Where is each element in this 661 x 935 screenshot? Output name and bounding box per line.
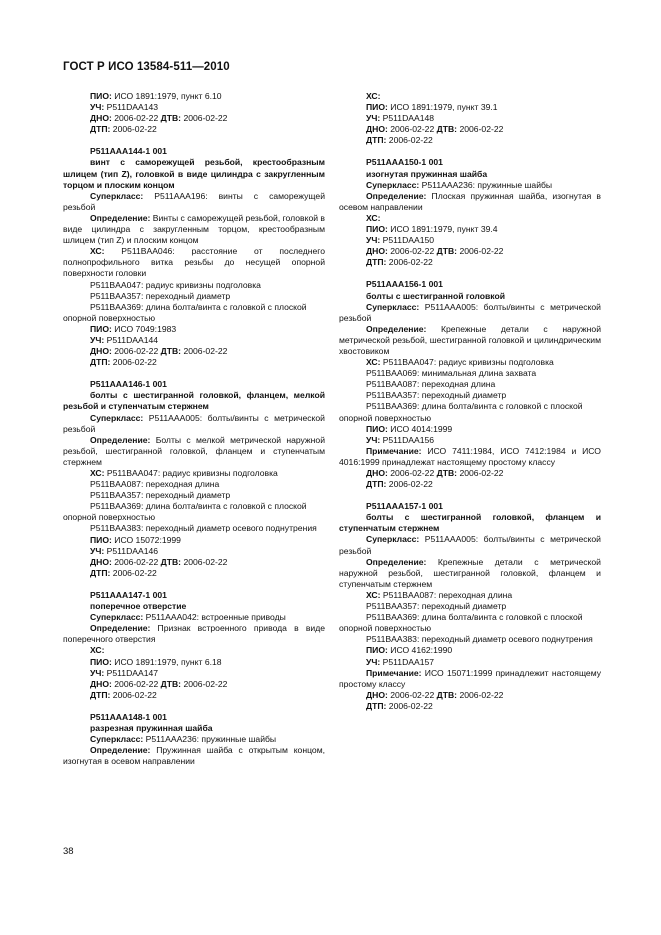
definition-value: Винты с саморежущей резьбой, головкой в виде цилиндра с закругленным торцом, крестообразным шлицем (тип Z) и плоским концом	[63, 212, 325, 246]
definition-value: Пружинная шайба с открытым концом, изогнутая в осевом направлении	[63, 745, 325, 767]
uch-label: УЧ:	[366, 113, 381, 124]
dno-value: 2006-02-22	[387, 468, 437, 478]
definition-value: Крепежные детали с наружной метрической резьбой, шестигранной головкой и цилиндрическим хвостовиком	[339, 323, 601, 356]
xc-item: P511BAA369: длина болта/винта с головкой с плоской опорной поверхностью	[339, 401, 583, 423]
dno-value: 2006-02-22	[387, 246, 437, 257]
entry-continuation-148	[339, 91, 601, 146]
pio-label: ПИО:	[366, 224, 388, 235]
definition-label: Определение:	[90, 212, 151, 223]
entry-code: P511AAA157-1 001	[366, 501, 443, 512]
entry-p511aaa156	[339, 279, 601, 490]
dtp-label: ДТП:	[90, 689, 111, 700]
pio-value: ИСО 1891:1979, пункт 6.10	[111, 91, 222, 101]
pio-value: ИСО 4162:1990	[387, 645, 453, 656]
dtv-value: 2006-02-22	[181, 556, 228, 567]
pio-label: ПИО:	[366, 423, 388, 434]
dtv-label: ДТВ:	[160, 113, 182, 124]
pio-label: ПИО:	[90, 91, 112, 101]
pio-value: ИСО 15072:1999	[111, 534, 181, 545]
dtp-value: 2006-02-22	[110, 124, 157, 135]
definition-label: Определение:	[90, 745, 151, 756]
dno-label: ДНО:	[90, 113, 112, 124]
entry-p511aaa157	[339, 501, 601, 712]
dtp-value: 2006-02-22	[386, 257, 433, 268]
dtp-value: 2006-02-22	[386, 700, 433, 711]
dtv-value: 2006-02-22	[181, 346, 228, 357]
xc-item: P511BAA069: минимальная длина захвата	[366, 368, 537, 379]
entry-code: P511AAA144-1 001	[90, 146, 167, 157]
uch-label: УЧ:	[90, 545, 105, 556]
definition-label: Определение:	[90, 623, 151, 634]
dno-label: ДНО:	[366, 468, 388, 478]
entry-name: болты с шестигранной головкой	[366, 290, 506, 301]
xc-item: P511BAA383: переходный диаметр осевого поднутрения	[366, 634, 593, 645]
uch-value: P511DAA146	[104, 545, 159, 556]
entry-continuation-143	[63, 91, 325, 135]
uch-label: УЧ:	[90, 102, 105, 113]
right-column	[339, 91, 601, 723]
dtv-label: ДТВ:	[436, 124, 458, 135]
pio-value: ИСО 7049:1983	[111, 323, 177, 334]
dno-value: 2006-02-22	[111, 113, 161, 124]
dtv-value: 2006-02-22	[457, 246, 504, 257]
dno-value: 2006-02-22	[111, 678, 161, 689]
entry-name: винт с саморежущей резьбой, крестообразным шлицем (тип Z), головкой в виде цилиндра с закругленным торцом и плоским концом	[63, 157, 325, 190]
superclass-label: Суперкласс:	[90, 612, 144, 623]
dno-value: 2006-02-22	[111, 346, 161, 357]
xc-item: P511BAA087: переходная длина	[90, 479, 220, 490]
uch-value: P511DAA147	[104, 667, 159, 678]
uch-value: P511DAA144	[104, 334, 159, 345]
dtv-label: ДТВ:	[160, 556, 182, 567]
definition-label: Определение:	[90, 434, 151, 445]
entry-p511aaa144	[63, 146, 325, 368]
dtv-value: 2006-02-22	[457, 124, 504, 135]
dtp-label: ДТП:	[366, 257, 387, 268]
uch-label: УЧ:	[90, 334, 105, 345]
dno-label: ДНО:	[366, 246, 388, 257]
note-value: ИСО 15071:1999 принадлежит настоящему простому классу	[339, 667, 601, 689]
pio-value: ИСО 1891:1979, пункт 6.18	[111, 656, 222, 667]
dtp-label: ДТП:	[366, 479, 387, 490]
entry-name: болты с шестигранной головкой, фланцем и ступенчатым стержнем	[339, 512, 601, 534]
uch-value: P511DAA156	[380, 434, 435, 445]
dno-label: ДНО:	[90, 346, 112, 357]
entry-p511aaa147	[63, 590, 325, 701]
page-number: 38	[63, 846, 74, 857]
superclass-value: P511AAA005: болты/винты с метрической резьбой	[63, 412, 325, 434]
xc-item: P511BAA369: длина болта/винта с головкой с плоской опорной поверхностью	[63, 301, 307, 323]
superclass-value: P511AAA005: болты/винты с метрической резьбой	[339, 534, 601, 556]
dtp-value: 2006-02-22	[386, 135, 433, 146]
dno-label: ДНО:	[366, 689, 388, 700]
note-value: ИСО 7411:1984, ИСО 7412:1984 и ИСО 4016:1999 принадлежат настоящему простому классу	[339, 445, 601, 467]
dno-label: ДНО:	[90, 556, 112, 567]
uch-label: УЧ:	[90, 667, 105, 678]
definition-value: Крепежные детали с метрической наружной резьбой, шестигранной головкой, фланцем и ступенчатым стержнем	[339, 556, 601, 589]
dtv-value: 2006-02-22	[457, 468, 504, 478]
entry-name: поперечное отверстие	[90, 601, 187, 612]
xc-label: ХС:	[366, 91, 381, 101]
dtp-label: ДТП:	[90, 567, 111, 578]
dtp-value: 2006-02-22	[110, 357, 157, 368]
xc-value: P511BAA047: радиус кривизны подголовка	[380, 357, 554, 368]
superclass-value: P511AAA236: пружинные шайбы	[419, 179, 553, 190]
pio-label: ПИО:	[366, 102, 388, 113]
superclass-value: P511AAA236: пружинные шайбы	[143, 734, 277, 745]
note-label: Примечание:	[366, 445, 422, 456]
entry-name: изогнутая пружинная шайба	[366, 168, 488, 179]
dtp-value: 2006-02-22	[110, 567, 157, 578]
dno-value: 2006-02-22	[111, 556, 161, 567]
entry-p511aaa148	[63, 712, 325, 767]
dtp-label: ДТП:	[90, 357, 111, 368]
pio-label: ПИО:	[90, 534, 112, 545]
pio-value: ИСО 4014:1999	[387, 423, 453, 434]
uch-value: P511DAA157	[380, 656, 435, 667]
xc-item: P511BAA357: переходный диаметр	[90, 290, 231, 301]
superclass-label: Суперкласс:	[90, 190, 144, 201]
xc-item: P511BAA383: переходный диаметр осевого поднутрения	[90, 523, 317, 534]
xc-label: ХС:	[366, 212, 381, 223]
entry-code: P511AAA150-1 001	[366, 157, 443, 168]
entry-code: P511AAA148-1 001	[90, 711, 167, 722]
uch-label: УЧ:	[366, 434, 381, 445]
definition-value: Признак встроенного привода в виде поперечного отверстия	[63, 623, 325, 645]
dtp-label: ДТП:	[90, 124, 111, 135]
xc-value: P511BAA047: радиус кривизны подголовка	[104, 468, 278, 478]
dtp-value: 2006-02-22	[386, 479, 433, 490]
dno-label: ДНО:	[366, 124, 388, 135]
xc-item: P511BAA047: радиус кривизны подголовка	[90, 279, 261, 290]
definition-value: Плоская пружинная шайба, изогнутая в осевом направлении	[339, 190, 601, 212]
dtp-value: 2006-02-22	[110, 689, 157, 700]
entry-name: болты с шестигранной головкой, фланцем, мелкой резьбой и ступенчатым стержнем	[63, 390, 325, 412]
left-column	[63, 91, 325, 778]
definition-value: Болты с мелкой метрической наружной резьбой, шестигранной головкой, фланцем и ступенчатым стержнем	[63, 434, 325, 467]
uch-value: P511DAA150	[380, 235, 435, 246]
definition-label: Определение:	[366, 323, 427, 334]
superclass-label: Суперкласс:	[90, 734, 144, 745]
dno-label: ДНО:	[90, 678, 112, 689]
xc-item: P511BAA087: переходная длина	[366, 379, 496, 390]
dtv-label: ДТВ:	[436, 468, 458, 478]
xc-item: P511BAA369: длина болта/винта с головкой с плоской опорной поверхностью	[339, 612, 583, 634]
entry-code: P511AAA147-1 001	[90, 589, 167, 600]
xc-item: P511BAA357: переходный диаметр	[366, 601, 507, 612]
superclass-value: P511AAA196: винты с саморежущей резьбой	[63, 190, 325, 212]
xc-value: P511BAA087: переходная длина	[380, 589, 513, 600]
dno-value: 2006-02-22	[387, 689, 437, 700]
dtv-value: 2006-02-22	[181, 113, 228, 124]
document-header: ГОСТ Р ИСО 13584-511—2010	[63, 61, 230, 73]
dtp-label: ДТП:	[366, 700, 387, 711]
definition-label: Определение:	[366, 556, 427, 567]
dtv-value: 2006-02-22	[181, 678, 228, 689]
note-label: Примечание:	[366, 667, 422, 678]
definition-label: Определение:	[366, 190, 427, 201]
superclass-label: Суперкласс:	[366, 301, 420, 312]
dtv-label: ДТВ:	[436, 246, 458, 257]
superclass-label: Суперкласс:	[366, 179, 420, 190]
xc-item: P511BAA357: переходный диаметр	[366, 390, 507, 401]
superclass-value: P511AAA042: встроенные приводы	[143, 612, 286, 623]
uch-value: P511DAA148	[380, 113, 435, 124]
xc-value: P511BAA046: расстояние от последнего полнопрофильного витка резьбы до несущей опорной поверхности головки	[63, 246, 325, 279]
uch-label: УЧ:	[366, 656, 381, 667]
xc-item: P511BAA369: длина болта/винта с головкой с плоской опорной поверхностью	[63, 501, 307, 523]
pio-label: ПИО:	[366, 645, 388, 656]
dtv-label: ДТВ:	[160, 346, 182, 357]
superclass-label: Суперкласс:	[90, 412, 144, 423]
xc-label: ХС:	[90, 468, 105, 478]
xc-label: ХС:	[366, 357, 381, 368]
superclass-label: Суперкласс:	[366, 534, 420, 545]
entry-code: P511AAA146-1 001	[90, 379, 167, 390]
xc-label: ХС:	[90, 246, 105, 257]
entry-p511aaa146	[63, 379, 325, 579]
xc-item: P511BAA357: переходный диаметр	[90, 490, 231, 501]
dtv-label: ДТВ:	[436, 689, 458, 700]
pio-label: ПИО:	[90, 656, 112, 667]
dtp-label: ДТП:	[366, 135, 387, 146]
dtv-value: 2006-02-22	[457, 689, 504, 700]
dno-value: 2006-02-22	[387, 124, 437, 135]
entry-p511aaa150	[339, 157, 601, 268]
entry-code: P511AAA156-1 001	[366, 279, 443, 290]
pio-value: ИСО 1891:1979, пункт 39.4	[387, 224, 498, 235]
pio-label: ПИО:	[90, 323, 112, 334]
entry-name: разрезная пружинная шайба	[90, 722, 213, 733]
dtv-label: ДТВ:	[160, 678, 182, 689]
uch-label: УЧ:	[366, 235, 381, 246]
xc-label: ХС:	[366, 589, 381, 600]
superclass-value: P511AAA005: болты/винты с метрической резьбой	[339, 301, 601, 323]
pio-value: ИСО 1891:1979, пункт 39.1	[387, 102, 498, 113]
uch-value: P511DAA143	[104, 102, 159, 113]
xc-label: ХС:	[90, 645, 105, 656]
